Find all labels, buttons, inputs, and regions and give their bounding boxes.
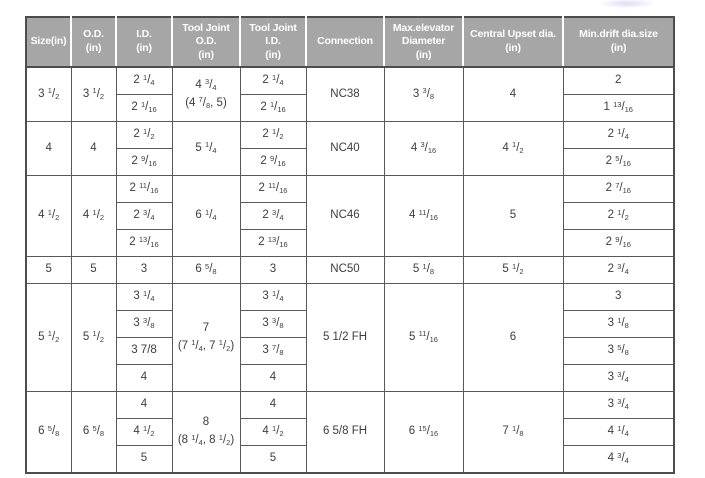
cell-central-upset: 5 (463, 176, 563, 257)
cell-min-drift: 3 $^1/_8$ (563, 311, 674, 338)
cell-id: 2 $^1/_2$ (116, 122, 172, 149)
cell-tool-joint-od: 7 (7 $^1/_4$, 7 $^1/_2$) (172, 284, 240, 392)
cell-tool-joint-id: 4 $^1/_2$ (240, 419, 306, 446)
cell-connection: NC40 (306, 122, 384, 176)
header-min-drift: Min.drift dia.size (in) (563, 17, 674, 67)
cell-id: 2 $^1/_{16}$ (116, 95, 172, 122)
cell-tool-joint-od: 6 $^1/_4$ (172, 176, 240, 257)
cell-id: 2 $^9/_{16}$ (116, 149, 172, 176)
cell-tool-joint-id: 3 $^3/_8$ (240, 311, 306, 338)
header-tool-joint-od: Tool Joint O.D. (in) (172, 17, 240, 67)
header-od: O.D. (in) (71, 17, 116, 67)
cell-id: 3 7/8 (116, 338, 172, 365)
cell-connection: NC50 (306, 257, 384, 284)
drill-pipe-spec-table-wrapper (25, 16, 675, 474)
drill-pipe-spec-table (25, 16, 675, 474)
cell-max-elevator: 5 $^1/_8$ (384, 257, 463, 284)
cell-id: 2 $^3/_4$ (116, 203, 172, 230)
cell-od: 6 $^5/_8$ (71, 392, 116, 474)
cell-tool-joint-od: 8 (8 $^1/_4$, 8 $^1/_2$) (172, 392, 240, 474)
cell-central-upset: 6 (463, 284, 563, 392)
header-tool-joint-id: Tool Joint I.D. (in) (240, 17, 306, 67)
cell-id: 2 $^{11}/_{16}$ (116, 176, 172, 203)
cell-od: 3 $^1/_2$ (71, 67, 116, 122)
cell-tool-joint-id: 3 (240, 257, 306, 284)
cell-central-upset: 7 $^1/_8$ (463, 392, 563, 474)
cell-min-drift: 2 (563, 67, 674, 95)
cell-max-elevator: 6 $^{15}/_{16}$ (384, 392, 463, 474)
cell-tool-joint-id: 2 $^1/_{16}$ (240, 95, 306, 122)
cell-tool-joint-od: 5 $^1/_4$ (172, 122, 240, 176)
table-row (26, 392, 674, 419)
cell-max-elevator: 5 $^{11}/_{16}$ (384, 284, 463, 392)
cell-size: 4 (26, 122, 71, 176)
cell-id: 5 (116, 446, 172, 474)
table-header-row (26, 17, 674, 67)
header-max-elevator: Max.elevator Diameter (in) (384, 17, 463, 67)
cell-connection: NC46 (306, 176, 384, 257)
cell-min-drift: 2 $^3/_4$ (563, 257, 674, 284)
cell-id: 4 $^1/_2$ (116, 419, 172, 446)
cell-tool-joint-id: 2 $^1/_4$ (240, 67, 306, 95)
cell-id: 3 $^3/_8$ (116, 311, 172, 338)
cell-min-drift: 2 $^5/_{16}$ (563, 149, 674, 176)
cell-min-drift: 4 $^3/_4$ (563, 446, 674, 474)
cell-tool-joint-id: 3 $^1/_4$ (240, 284, 306, 311)
cell-tool-joint-id: 4 (240, 365, 306, 392)
cell-od: 4 $^1/_2$ (71, 176, 116, 257)
table-row (26, 257, 674, 284)
cell-connection: 5 1/2 FH (306, 284, 384, 392)
cell-od: 4 (71, 122, 116, 176)
cell-min-drift: 3 $^3/_4$ (563, 365, 674, 392)
cell-tool-joint-id: 2 $^9/_{16}$ (240, 149, 306, 176)
cell-max-elevator: 4 $^{11}/_{16}$ (384, 176, 463, 257)
cell-min-drift: 1 $^{13}/_{16}$ (563, 95, 674, 122)
cell-central-upset: 5 $^1/_2$ (463, 257, 563, 284)
table-row (26, 284, 674, 311)
cell-tool-joint-id: 4 (240, 392, 306, 419)
cell-min-drift: 2 $^1/_4$ (563, 122, 674, 149)
cell-min-drift: 4 $^1/_4$ (563, 419, 674, 446)
header-central-upset: Central Upset dia. (in) (463, 17, 563, 67)
cell-connection: 6 5/8 FH (306, 392, 384, 474)
cell-min-drift: 3 (563, 284, 674, 311)
cell-tool-joint-od: 4 $^3/_4$ (4 $^7/_8$, 5) (172, 67, 240, 122)
cell-size: 6 $^5/_8$ (26, 392, 71, 474)
cell-od: 5 (71, 257, 116, 284)
cell-tool-joint-id: 5 (240, 446, 306, 474)
cell-tool-joint-od: 6 $^5/_8$ (172, 257, 240, 284)
cell-size: 3 $^1/_2$ (26, 67, 71, 122)
cell-min-drift: 2 $^9/_{16}$ (563, 230, 674, 257)
cell-id: 2 $^{13}/_{16}$ (116, 230, 172, 257)
cell-id: 3 (116, 257, 172, 284)
cell-id: 4 (116, 392, 172, 419)
cell-id: 3 $^1/_4$ (116, 284, 172, 311)
cell-max-elevator: 3 $^3/_8$ (384, 67, 463, 122)
cell-size: 4 $^1/_2$ (26, 176, 71, 257)
cell-tool-joint-id: 2 $^3/_4$ (240, 203, 306, 230)
table-row (26, 176, 674, 203)
cell-min-drift: 2 $^1/_2$ (563, 203, 674, 230)
table-row (26, 67, 674, 95)
header-size: Size(in) (26, 17, 71, 67)
header-id: I.D. (in) (116, 17, 172, 67)
cell-min-drift: 3 $^5/_8$ (563, 338, 674, 365)
cell-max-elevator: 4 $^3/_{16}$ (384, 122, 463, 176)
cell-od: 5 $^1/_2$ (71, 284, 116, 392)
cell-min-drift: 3 $^3/_4$ (563, 392, 674, 419)
cell-tool-joint-id: 2 $^{11}/_{16}$ (240, 176, 306, 203)
cell-central-upset: 4 $^1/_2$ (463, 122, 563, 176)
cell-tool-joint-id: 3 $^7/_8$ (240, 338, 306, 365)
watermark-smudge (598, 0, 656, 8)
cell-central-upset: 4 (463, 67, 563, 122)
cell-size: 5 $^1/_2$ (26, 284, 71, 392)
cell-tool-joint-id: 2 $^1/_2$ (240, 122, 306, 149)
header-connection: Connection (306, 17, 384, 67)
cell-tool-joint-id: 2 $^{13}/_{16}$ (240, 230, 306, 257)
cell-id: 4 (116, 365, 172, 392)
cell-connection: NC38 (306, 67, 384, 122)
cell-min-drift: 2 $^7/_{16}$ (563, 176, 674, 203)
cell-size: 5 (26, 257, 71, 284)
cell-id: 2 $^1/_4$ (116, 67, 172, 95)
table-row (26, 122, 674, 149)
